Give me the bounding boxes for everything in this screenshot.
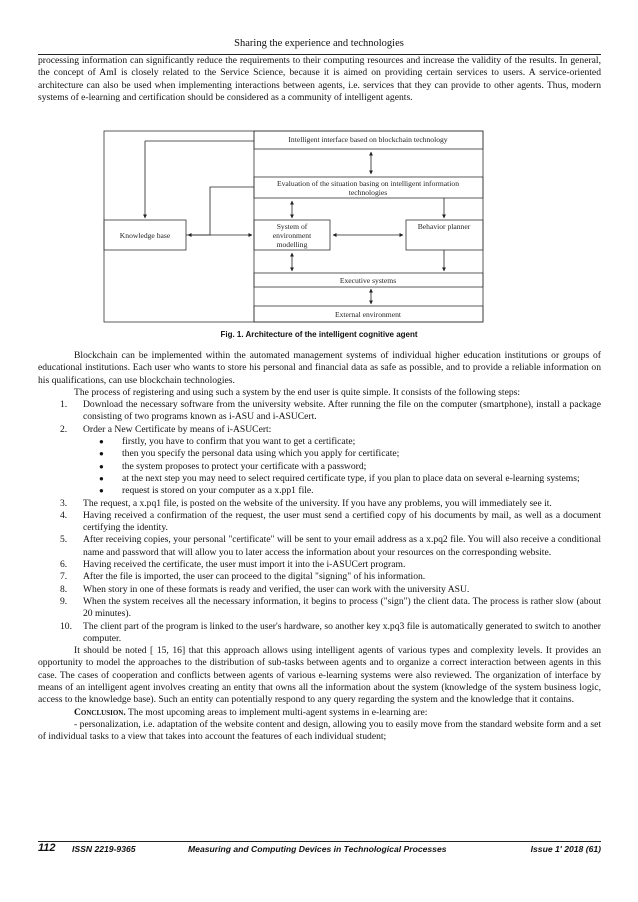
environment-label: External environment <box>334 310 402 319</box>
planner-label: Behavior planner <box>417 222 471 231</box>
footer-rule <box>38 841 601 842</box>
running-header: Sharing the experience and technologies <box>234 38 404 49</box>
process-paragraph: The process of registering and using such a system by the end user is quite simple. It consists of the following steps: <box>74 386 521 398</box>
modelling-label-3: modelling <box>276 240 308 249</box>
list-item: ● then you specify the personal data using which you apply for certificate; <box>99 448 400 460</box>
bullet-icon: ● <box>99 473 104 483</box>
list-item: ● firstly, you have to confirm that you want to get a certificate; <box>99 436 356 448</box>
list-item: 3. The request, a x.pq1 file, is posted on the website of the university. If you have any problems, you will immediately see it. <box>60 497 552 509</box>
list-item: 7. After the file is imported, the user can proceed to the digital "signing" of his information. <box>60 571 426 583</box>
list-item: ● at the next step you may need to select required certificate type, if you plan to place data on several e-learning systems; <box>99 472 580 484</box>
conclusion-paragraph <box>38 707 601 719</box>
steps-list <box>38 399 601 645</box>
intro-paragraph <box>38 55 601 104</box>
issn: ISSN 2219-9365 <box>72 844 136 854</box>
architecture-figure <box>0 125 638 330</box>
main-body <box>38 350 601 744</box>
page-footer <box>38 844 601 858</box>
conclusion-item: - personalization, i.e. adaptation of the website content and design, allowing you to easily move from the standard website form and a set of individual tasks to a view that takes into account the features of each individual student; <box>38 718 601 743</box>
page-number: 112 <box>38 842 56 854</box>
list-item: 9. When the system receives all the necessary information, it begins to process ("sign") the client data. The process is rather slow (about 20 minutes). <box>60 595 601 620</box>
knowledge-base-label: Knowledge base <box>119 231 171 240</box>
list-item: 1. Download the necessary software from the university website. After running the file on the computer (smartphone), install a package consisting of two programs known as i-ASU and i-ASUCert. <box>60 399 601 423</box>
modelling-label-1: System of <box>276 222 308 231</box>
figure-caption: Fig. 1. Architecture of the intelligent cognitive agent <box>220 330 418 339</box>
interface-label: Intelligent interface based on blockchain technology <box>288 135 448 144</box>
blockchain-paragraph: Blockchain can be implemented within the automated management systems of individual higher education institutions or groups of educational institutions. Each user who wants to store his personal and financial data as safe as possible, and to provide a reliable information on his qualifications, can use blockchain technologies. <box>38 350 601 386</box>
substeps-list <box>83 436 601 497</box>
conclusion-text: The most upcoming areas to implement multi-agent systems in e-learning are: <box>125 706 428 718</box>
issue-info: Issue 1' 2018 (61) <box>530 844 601 854</box>
bullet-icon: ● <box>99 449 104 459</box>
list-item: 5. After receiving copies, your personal "certificate" will be sent to your email address as a x.pq2 file. You will also receive a conditional name and password that will allow you to later access the information about your resources on the corresponding website. <box>60 534 601 558</box>
list-item: 10. The client part of the program is linked to the user's hardware, so another key x.pq3 file is automatically generated to switch to another computer. <box>60 620 601 644</box>
journal-title: Measuring and Computing Devices in Technological Processes <box>188 844 447 854</box>
evaluation-label-2: technologies <box>348 188 388 197</box>
bullet-icon: ● <box>99 437 104 447</box>
bullet-icon: ● <box>99 461 104 471</box>
list-item: 6. Having received the certificate, the user must import it into the i-ASUCert program. <box>60 559 406 571</box>
conclusion-label: Conclusion. <box>74 706 126 718</box>
executive-label: Executive systems <box>339 276 397 285</box>
list-item: ● request is stored on your computer as a x.pp1 file. <box>99 485 314 497</box>
modelling-label-2: environment <box>272 231 312 240</box>
noted-paragraph: It should be noted [ 15, 16] that this approach allows using intelligent agents of various types and complexity levels. It provides an opportunity to model the approaches to the distribution of sub-tasks between agents and to organize a correct interaction between agents in this case. The cases of cooperation and conflicts between agents of various e-learning systems were also reviewed. The organization of interface by means of an intelligent agent involves creating an entity that owns all the information about the system (knowledge of the system business logic, access to the knowledge base). Such an entity can potentially respond to any query regarding the system and the knowledge that it contains. <box>38 645 601 706</box>
list-item: ● the system proposes to protect your certificate with a password; <box>99 460 367 472</box>
arrow-evaluation-to-knowledge <box>188 187 254 235</box>
intro-text: processing information can significantly reduce the requirements to their computing resources and increase the validity of the results. In general, the concept of AmI is closely related to the Service Science, because it is aimed on providing certain services to users. A service-oriented architecture can also be used when implementing interactions between agents, i.e. services that they can provide to other agents. Thus, modern systems of e-learning and certification should be considered as a community of intelligent agents. <box>38 55 601 103</box>
list-item: 4. Having received a confirmation of the request, the user must send a certified copy of his documents by mail, as well as a document certifying the identity. <box>60 509 601 534</box>
evaluation-label-1: Evaluation of the situation basing on intelligent information <box>276 179 460 188</box>
list-item: 8. When story in one of these formats is ready and verified, the user can work with the university ASU. <box>60 583 470 595</box>
list-item: 2. Order a New Certificate by means of i-ASUCert: ● firstly, you have to confirm that you want to get a certificate; ● then you specify the personal data using which you apply for certificate; ● the system proposes to protect your certificate with a password; ● at the next step you may need to select required certificate type, if you plan to place data on several e-learning systems; ● request is stored on your computer as a x.pp1 file. <box>38 424 601 498</box>
bullet-icon: ● <box>99 486 104 496</box>
